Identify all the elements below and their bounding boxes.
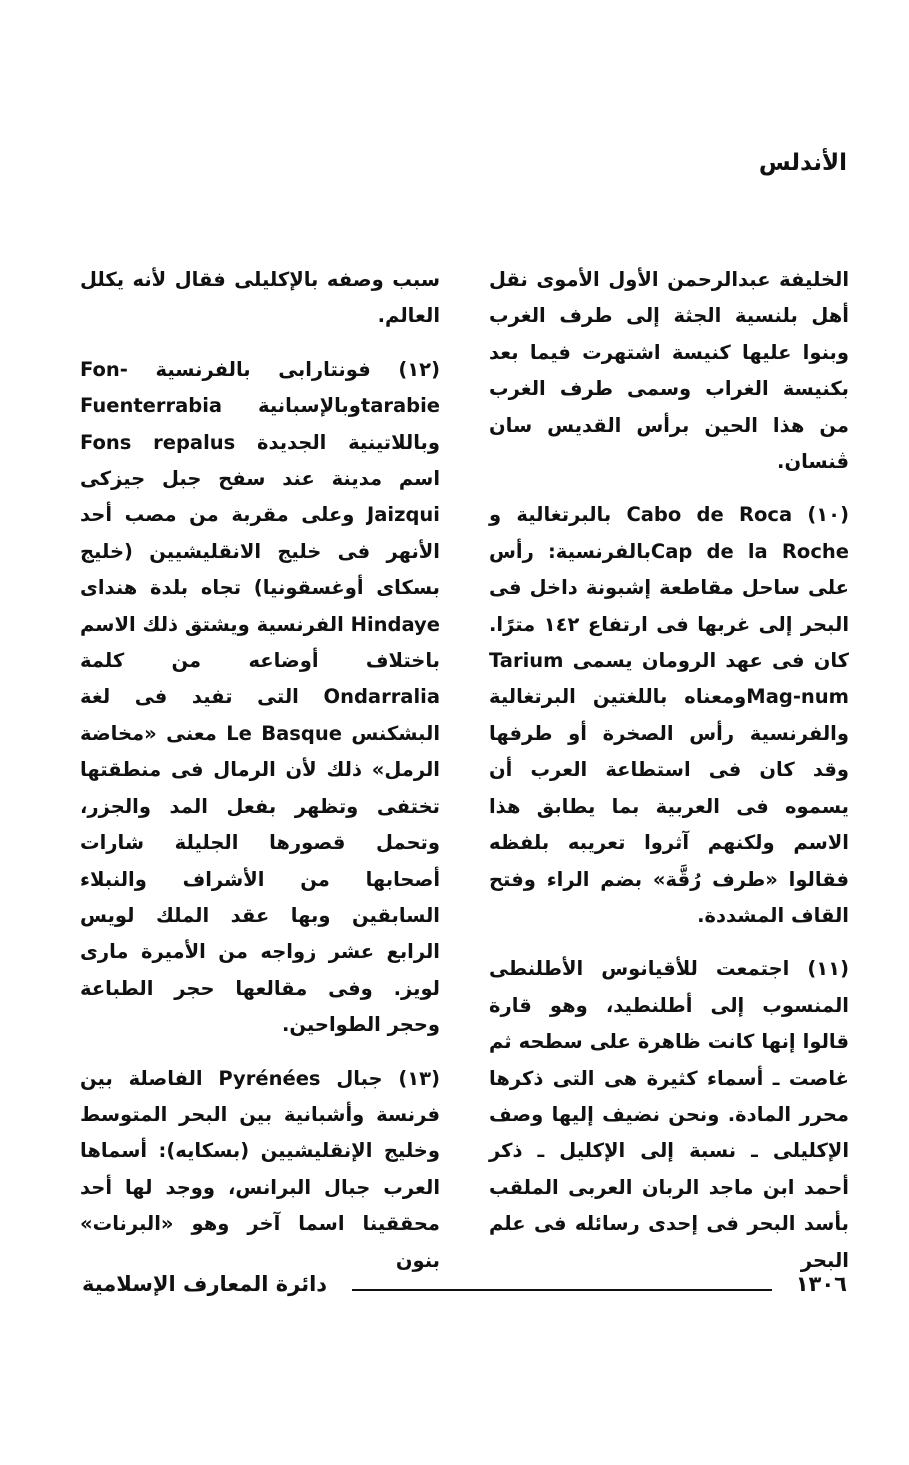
note-10-cabo-de-roca: (١٠) Cabo de Roca بالبرتغالية و Cap de la Rocheبالفرنسية: رأس على ساحل مقاطعة إشبونة داخل فى البحر إلى غربها فى ارتفاع ١٤٢ مترًا. كان فى عهد الرومان يسمى Tarium Mag-numومعناه باللغتين البرتغالية والفرنسية رأس الصخرة أو طرفها وقد كان فى استطاعة العرب أن يسموه فى العربية بما يطابق هذا الاسم ولكنهم آثروا تعريبه بلفظه فقالوا «طرف رُقَّة» بضم الراء وفتح القاف المشددة.	[489, 503, 850, 927]
publication-title: دائرة المعارف الإسلامية	[82, 1272, 328, 1296]
note-12-fontarabie: (١٢) فونتارابى بالفرنسية Fon-tarabieوبالإسبانية Fuenterrabia وباللاتينية الجديدة Fons repalus اسم مدينة عند سفح جبل جيزكى Jaizqui وعلى مقربة من مصب أحد الأنهر فى خليج الانقليشيين (خليج بسكاى أوغسقونيا) تجاه بلدة هنداى Hindaye الفرنسية ويشتق ذلك الاسم باختلاف أوضاعه من كلمة Ondarralia التى تفيد فى لغة البشكنس Le Basque معنى «مخاضة الرمل» ذلك لأن الرمال فى منطقتها تختفى وتظهر بفعل المد والجزر، وتحمل قصورها الجليلة شارات أصحابها من الأشراف والنبلاء السابقين وبها عقد الملك لويس الرابع عشر زواجه من الأميرة مارى لويز. وفى مقالعها حجر الطباعة وحجر الطواحين.	[80, 357, 440, 1037]
running-header-title: الأندلس	[758, 150, 847, 176]
note-11-atlantic-ocean: (١١) اجتمعت للأقيانوس الأطلنطى المنسوب إلى أطلنطيد، وهو قارة قالوا إنها كانت ظاهرة على سطحه ثم غاصت ـ أسماء كثيرة هى التى ذكرها محرر المادة. ونحن نضيف إليها وصف الإكليلى ـ نسبة إلى الإكليل ـ ذكر أحمد ابن ماجد الربان العربى الملقب بأسد البحر فى إحدى رسائله فى علم البحر	[489, 957, 849, 1272]
left-text-column	[80, 262, 440, 1279]
footer-divider	[352, 1289, 772, 1291]
page-number: ١٣٠٦	[795, 1272, 847, 1296]
note-13-pyrenees: (١٣) جبال Pyrénées الفاصلة بين فرنسة وأشبانية بين البحر المتوسط وخليج الإنقليشيين (بسكايه): أسماها العرب جبال البرانس، ووجد لها أحد محققينا اسما آخر وهو «البرنات» بنون	[80, 1066, 441, 1272]
paragraph-iklili-explanation: سبب وصفه بالإكليلى فقال لأنه يكلل العالم.	[80, 268, 440, 328]
paragraph-caliph-abd-al-rahman: الخليفة عبدالرحمن الأول الأموى نقل أهل بلنسية الجثة إلى طرف الغرب وبنوا عليها كنيسة اشتهرت فيما بعد بكنيسة الغراب وسمى طرف الغرب من هذا الحين برأس القديس سان ڤنسان.	[489, 268, 849, 474]
right-text-column	[489, 262, 849, 1279]
page-footer	[82, 1272, 847, 1306]
